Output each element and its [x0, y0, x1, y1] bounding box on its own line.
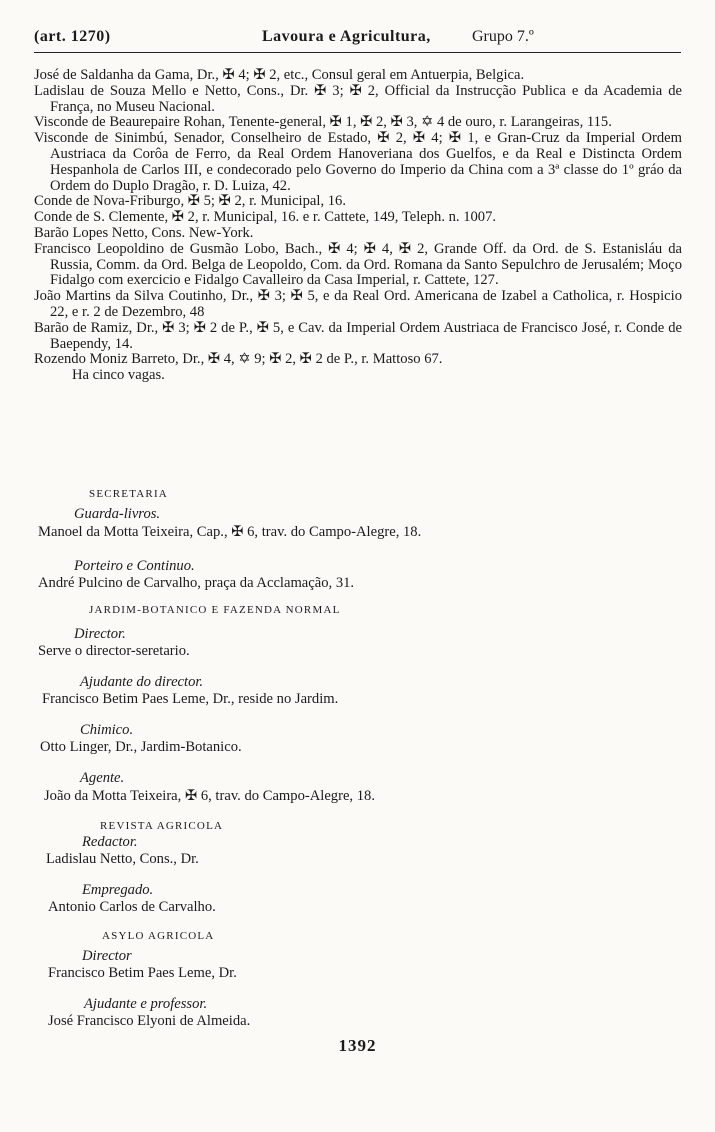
page-header [34, 28, 681, 52]
section-heading: REVISTA AGRICOLA [100, 820, 224, 832]
header-rule [34, 52, 681, 53]
section-heading: ASYLO AGRICOLA [102, 930, 215, 942]
role-title: Director. [74, 626, 126, 642]
article-number: (art. 1270) [34, 28, 111, 45]
member-list [34, 68, 682, 384]
role-title: Porteiro e Continuo. [74, 558, 195, 574]
section-heading: SECRETARIA [89, 488, 168, 500]
staff-name: Serve o director-seretario. [38, 643, 190, 659]
role-title: Chimico. [80, 722, 134, 738]
page-number: 1392 [338, 1036, 377, 1055]
member-entry: Conde de S. Clemente, ✠ 2, r. Municipal, 16. e r. Cattete, 149, Teleph. n. 1007. [34, 209, 497, 226]
section-title: Lavoura e Agricultura, [262, 28, 431, 45]
staff-name: Francisco Betim Paes Leme, Dr., reside no Jardim. [42, 691, 339, 707]
staff-name: Antonio Carlos de Carvalho. [48, 899, 216, 915]
staff-name: João da Motta Teixeira, ✠ 6, trav. do Campo-Alegre, 18. [44, 788, 375, 804]
revista-agricola-section [34, 820, 682, 916]
staff-name: José Francisco Elyoni de Almeida. [48, 1013, 251, 1029]
staff-name: Manoel da Motta Teixeira, Cap., ✠ 6, trav. do Campo-Alegre, 18. [38, 524, 422, 540]
role-title: Director [82, 948, 132, 964]
staff-name: Otto Linger, Dr., Jardim-Botanico. [40, 739, 242, 755]
member-entry: Visconde de Sinimbú, Senador, Conselheiro de Estado, ✠ 2, ✠ 4; ✠ 1, e Gran-Cruz da Imperial Ordem Austriaca da Corôa de Ferro, da Real Ordem Hanoveriana dos Guelfos, e da Real e Distincta Ordem Hespanhola de Carlos III, e condecorado pelo Governo do Imperio da China com a 3ª classe do 1º gráo da Ordem do Duplo Dragão, r. D. Luiza, 42. [34, 130, 682, 194]
staff-name: Ladislau Netto, Cons., Dr. [46, 851, 199, 867]
role-title: Agente. [80, 770, 125, 786]
porteiro-section [34, 558, 682, 592]
role-title: Guarda-livros. [74, 506, 161, 522]
member-entry: João Martins da Silva Coutinho, Dr., ✠ 3; ✠ 5, e da Real Ord. Americana de Izabel a Catholica, r. Hospicio 22, e r. 2 de Dezembro, 48 [34, 288, 682, 320]
member-entry: Conde de Nova-Friburgo, ✠ 5; ✠ 2, r. Municipal, 16. [34, 193, 346, 210]
member-entry: José de Saldanha da Gama, Dr., ✠ 4; ✠ 2, etc., Consul geral em Antuerpia, Belgica. [34, 67, 525, 83]
role-title: Redactor. [82, 834, 138, 850]
staff-name: André Pulcino de Carvalho, praça da Acclamação, 31. [38, 575, 355, 591]
vacancies-note: Ha cinco vagas. [72, 367, 165, 384]
member-entry: Ladislau de Souza Mello e Netto, Cons., Dr. ✠ 3; ✠ 2, Official da Instrucção Publica e da Academia de França, no Museu Nacional. [34, 82, 682, 115]
member-entry: Barão de Ramiz, Dr., ✠ 3; ✠ 2 de P., ✠ 5, e Cav. da Imperial Ordem Austriaca de Francisco José, r. Conde de Baependy, 14. [34, 319, 682, 352]
role-title: Ajudante do director. [80, 674, 204, 690]
role-title: Empregado. [82, 882, 154, 898]
asylo-agricola-section [34, 930, 682, 1030]
group-label: Grupo 7.º [472, 28, 534, 45]
member-entry: Barão Lopes Netto, Cons. New-York. [34, 224, 254, 241]
role-title: Ajudante e professor. [84, 996, 208, 1012]
member-entry: Francisco Leopoldino de Gusmão Lobo, Bach., ✠ 4; ✠ 4, ✠ 2, Grande Off. da Ord. de S. Estanisláu da Russia, Comm. da Ord. Belga de Leopoldo, Com. da Ord. Romana da Santo Sepulchro de Jerusalém; Moço Fidalgo com exercicio e Fidalgo Cavalleiro da Casa Imperial, r. Cattete, 127. [34, 240, 682, 289]
member-entry: Rozendo Moniz Barreto, Dr., ✠ 4, ✡ 9; ✠ 2, ✠ 2 de P., r. Mattoso 67. [34, 351, 443, 368]
member-entry: Visconde de Beaurepaire Rohan, Tenente-general, ✠ 1, ✠ 2, ✠ 3, ✡ 4 de ouro, r. Larangeiras, 115. [34, 114, 612, 131]
jardim-botanico-section [34, 604, 682, 805]
secretaria-section [34, 488, 682, 541]
staff-name: Francisco Betim Paes Leme, Dr. [48, 965, 237, 981]
section-heading: JARDIM-BOTANICO E FAZENDA NORMAL [89, 604, 341, 616]
